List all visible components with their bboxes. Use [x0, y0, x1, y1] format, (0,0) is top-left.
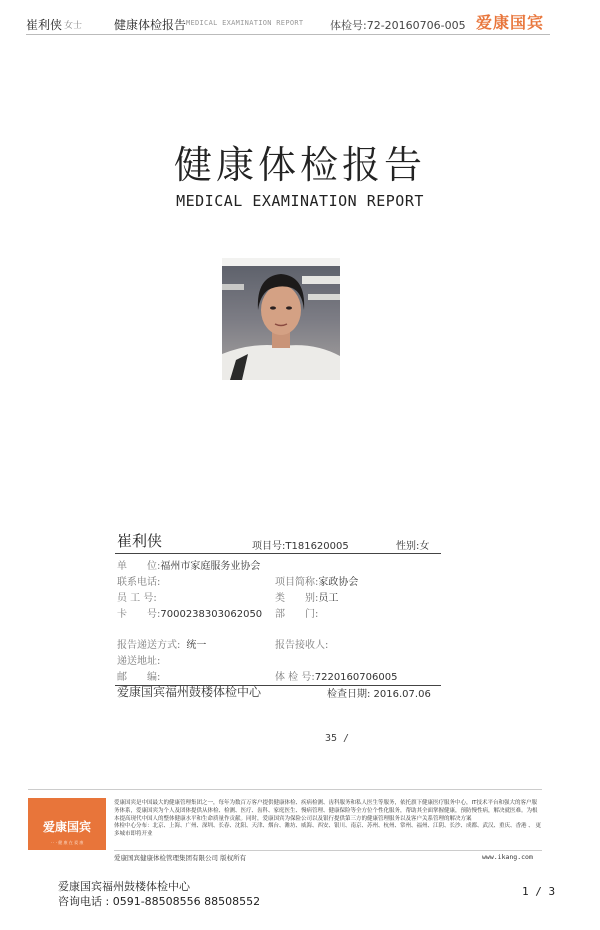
address-label: 递送地址:: [117, 656, 161, 667]
patient-sex: 性别:女: [396, 541, 430, 552]
patient-name: 崔利侠: [117, 532, 163, 550]
footer-description: 爱康国宾是中国最大的健康管理集团之一，每年为数百万客户提供健康体检、疾病检测、齿科服务和私人医生等服务，依托旗下健康医疗服务中心，IT技术平台和强大的客户服务体系，爱康国宾为个人及团体提供从体检、检测、医疗、齿科、家庭医生、慢病管理、健康保险等全方位个性化服务，帮助其全面掌握健康，预防慢性病，解决就医难。为根本提高现代中国人的整体健康水平和生命质量作贡献。同时，爱康国宾为保险公司以及银行提供第三方的健康管理服务以及客户关系管理的解决方案: [114, 800, 538, 822]
zip-row: [117, 668, 160, 683]
footer-copyright: 爱康国宾健康体检管理集团有限公司 版权所有: [114, 854, 247, 862]
zip-label: 邮 编:: [117, 672, 161, 683]
page-number: 1 / 3: [522, 885, 556, 898]
category-row: [275, 589, 338, 604]
unit-value: 福州市家庭服务业协会: [160, 561, 261, 572]
project-number: 项目号:T181620005: [252, 541, 349, 552]
patient-photo: [222, 258, 340, 380]
address-row: [117, 652, 160, 667]
header-report-number: 体检号:72-20160706-005: [330, 19, 466, 32]
footer-centers: 体检中心分布：北京、上海、广州、深圳、长春、沈阳、天津、烟台、潍坊、威海、西安、银川、南京、苏州、杭州、常州、福州、江阴、长沙、成都、武汉、重庆、香港 、 更多城市即将开业: [114, 823, 542, 838]
delivery-label: 报告递送方式:: [117, 640, 181, 651]
header-gender: 女士: [64, 21, 83, 31]
bottom-phone: 咨询电话 : 0591-88508556 88508552: [58, 895, 261, 908]
cover-title: 健康体检报告: [173, 143, 426, 187]
header-brand-logo: 爱康国宾: [476, 13, 545, 32]
category-label: 类 别:: [275, 593, 319, 604]
delivery-value: 统一: [186, 640, 207, 651]
receiver-row: [275, 636, 328, 651]
header-report-title: 健康体检报告: [114, 18, 187, 32]
card-label: 卡 号:: [117, 609, 161, 620]
dept-label: 部 门:: [275, 609, 319, 620]
footer-logo: [28, 798, 106, 850]
footer-description-block: [114, 800, 542, 839]
exam-no-label: 体 检 号:: [275, 672, 315, 683]
exam-center: 爱康国宾福州鼓楼体检中心: [117, 685, 262, 699]
project-short-label: 项目简称:: [275, 577, 319, 588]
unit-row: [117, 557, 260, 572]
category-value: 员工: [318, 593, 339, 604]
exam-no-value: 7220160706005: [314, 672, 398, 683]
page-header: [26, 14, 552, 36]
header-patient-name: 崔利侠: [26, 18, 63, 32]
project-short-row: [275, 573, 358, 588]
receiver-label: 报告接收人:: [275, 640, 329, 651]
card-value: 7000238303062050: [160, 609, 263, 620]
delivery-row: [117, 636, 206, 651]
cover-subtitle: MEDICAL EXAMINATION REPORT: [176, 192, 424, 210]
phone-row: [117, 573, 160, 588]
check-date: 检查日期: 2016.07.06: [327, 689, 431, 700]
staff-no-label: 员 工 号:: [117, 593, 157, 604]
header-report-subtitle: MEDICAL EXAMINATION REPORT: [186, 19, 304, 27]
patient-photo-image: [222, 258, 340, 380]
footer-top-divider: [28, 789, 542, 790]
project-short-value: 家政协会: [318, 577, 359, 588]
unit-label: 单 位:: [117, 561, 161, 572]
bottom-exam-center: 爱康国宾福州鼓楼体检中心: [58, 880, 190, 893]
info-top-divider: [115, 553, 441, 554]
footer-logo-tagline: · · · 健 康 在 爱 康: [50, 840, 84, 845]
exam-no-row: [275, 668, 397, 683]
footer-logo-text: 爱康国宾: [42, 820, 91, 834]
footer-website-link[interactable]: www.ikang.com: [482, 853, 533, 861]
card-row: [117, 605, 262, 620]
header-divider: [26, 34, 550, 35]
staff-no-row: [117, 589, 157, 604]
page-marker: 35 /: [325, 733, 350, 744]
phone-label: 联系电话:: [117, 577, 161, 588]
dept-row: [275, 605, 318, 620]
footer-inner-divider: [114, 850, 542, 851]
